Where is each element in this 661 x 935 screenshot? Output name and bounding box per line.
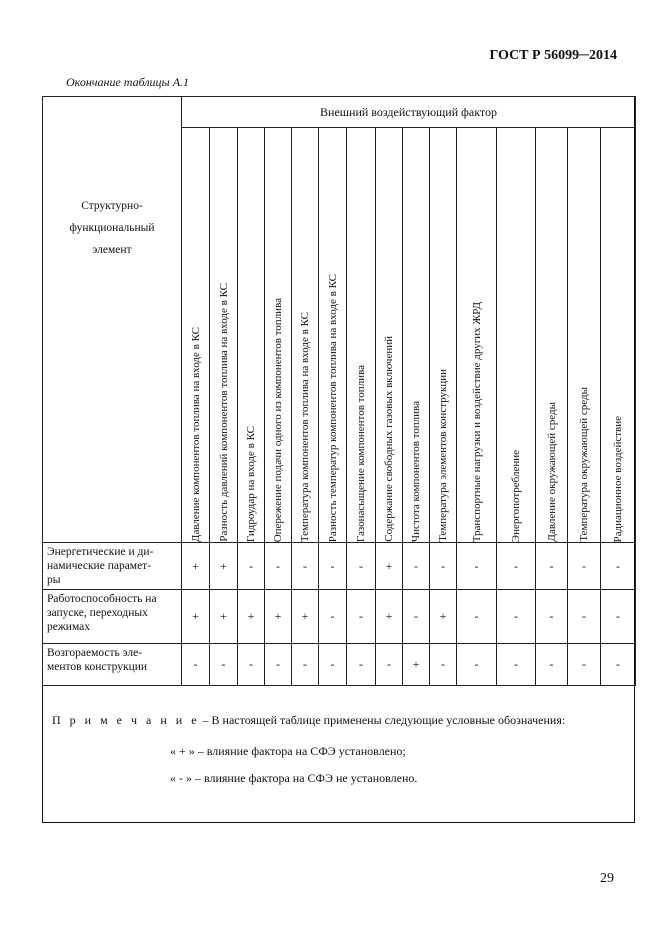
table-cell: -: [568, 543, 601, 590]
table-cell: -: [319, 644, 347, 686]
column-header: [182, 128, 210, 543]
table-cell: -: [403, 543, 430, 590]
document-code: ГОСТ Р 56099─2014: [489, 48, 617, 63]
column-header-label: Газонасыщение компонентов топлива: [355, 364, 367, 542]
column-header-label: Температура окружающей среды: [578, 387, 590, 542]
table-cell: -: [182, 644, 210, 686]
column-header: [210, 128, 238, 543]
column-header-label: Опережение подачи одного из компонентов топлива: [272, 297, 284, 542]
note-prefix: П р и м е ч а н и е: [52, 713, 200, 727]
column-header-label: Гидроудар на входе в КС: [245, 425, 257, 542]
factor-table: [42, 96, 636, 686]
table-cell: +: [376, 543, 403, 590]
table-cell: -: [601, 543, 636, 590]
table-cell: -: [568, 590, 601, 644]
row-label-line: Работоспособность на: [47, 593, 157, 605]
column-header: [430, 128, 457, 543]
table-cell: -: [292, 543, 319, 590]
table-cell: -: [601, 590, 636, 644]
table-cell: -: [292, 644, 319, 686]
column-header-label: Давление компонентов топлива на входе в КС: [189, 326, 202, 542]
table-cell: -: [568, 644, 601, 686]
table-cell: -: [601, 644, 636, 686]
table-cell: -: [457, 543, 497, 590]
table-cell: -: [319, 590, 347, 644]
table-row: [43, 644, 636, 686]
column-header-label: Содержание свободных газовых включений: [383, 336, 395, 542]
table-cell: -: [319, 543, 347, 590]
table-cell: -: [347, 543, 376, 590]
column-header: [376, 128, 403, 543]
table-cell: -: [265, 644, 292, 686]
table-cell: +: [210, 590, 238, 644]
page-number: 29: [600, 871, 614, 886]
column-header: [497, 128, 536, 543]
table-cell: +: [210, 543, 238, 590]
table-cell: -: [403, 590, 430, 644]
table-cell: -: [430, 644, 457, 686]
struct-header-line: Структурно-: [81, 200, 143, 212]
row-label: [43, 590, 182, 644]
row-label-line: ры: [47, 574, 61, 586]
row-label-line: Возгораемость эле-: [47, 647, 143, 659]
table-cell: -: [497, 590, 536, 644]
table-cell: -: [238, 543, 265, 590]
column-header-label: Чистота компонентов топлива: [410, 400, 422, 542]
table-cell: -: [210, 644, 238, 686]
table-cell: +: [182, 543, 210, 590]
table-cell: -: [536, 543, 568, 590]
table-row: [43, 543, 636, 590]
table-cell: -: [457, 644, 497, 686]
table-caption: Окончание таблицы А.1: [66, 75, 190, 89]
table-cell: +: [182, 590, 210, 644]
column-header: [601, 128, 636, 543]
column-header-label: Разность давлений компонентов топлива на входе в КС: [217, 283, 230, 542]
column-header: [292, 128, 319, 543]
column-header-label: Энергопотребление: [510, 449, 522, 542]
column-header: [536, 128, 568, 543]
table-cell: -: [376, 644, 403, 686]
table-cell: -: [497, 644, 536, 686]
note-text: – В настоящей таблице применены следующие условные обозначения:: [199, 713, 566, 727]
table-cell: -: [536, 590, 568, 644]
table-cell: -: [497, 543, 536, 590]
column-header-label: Радиационное воздействие: [612, 415, 625, 542]
column-header-label: Температура компонентов топлива на входе в КС: [299, 311, 311, 542]
table-cell: +: [238, 590, 265, 644]
column-header-label: Транспортные нагрузки и воздействие других ЖРД: [470, 301, 483, 542]
table-cell: +: [292, 590, 319, 644]
column-header: [265, 128, 292, 543]
row-label: [43, 644, 182, 686]
column-header: [457, 128, 497, 543]
factor-header: Внешний воздействующий фактор: [182, 97, 636, 128]
table-cell: -: [457, 590, 497, 644]
table-cell: -: [536, 644, 568, 686]
column-header-label: Разность температур компонентов топлива на входе в КС: [326, 273, 339, 542]
table-cell: +: [265, 590, 292, 644]
struct-header-line: функциональный: [69, 222, 155, 234]
table-row: [43, 590, 636, 644]
column-header: [319, 128, 347, 543]
table-body: [43, 543, 636, 686]
column-header: [347, 128, 376, 543]
column-header-label: Давление окружающей среды: [545, 402, 558, 542]
table-cell: -: [265, 543, 292, 590]
row-label-line: ментов конструкции: [47, 661, 148, 673]
row-label-line: намические парамет-: [47, 560, 152, 572]
legend-plus: « + » – влияние фактора на СФЭ установлено;: [170, 744, 406, 758]
row-label-line: режимах: [47, 621, 91, 633]
legend-minus: « - » – влияние фактора на СФЭ не установлено.: [170, 771, 418, 785]
table-cell: -: [238, 644, 265, 686]
column-header-label: Температура элементов конструкции: [437, 369, 449, 542]
table-cell: +: [403, 644, 430, 686]
struct-header-line: элемент: [92, 244, 132, 256]
column-header: [238, 128, 265, 543]
table-cell: -: [430, 543, 457, 590]
row-label: [43, 543, 182, 590]
table-cell: +: [430, 590, 457, 644]
table-cell: -: [347, 644, 376, 686]
column-header: [403, 128, 430, 543]
table-note: [52, 713, 622, 727]
column-header: [568, 128, 601, 543]
row-label-line: Энергетические и ди-: [47, 546, 154, 558]
table-cell: +: [376, 590, 403, 644]
table-cell: -: [347, 590, 376, 644]
struct-element-header: [43, 97, 182, 543]
row-label-line: запуске, переходных: [47, 607, 148, 619]
